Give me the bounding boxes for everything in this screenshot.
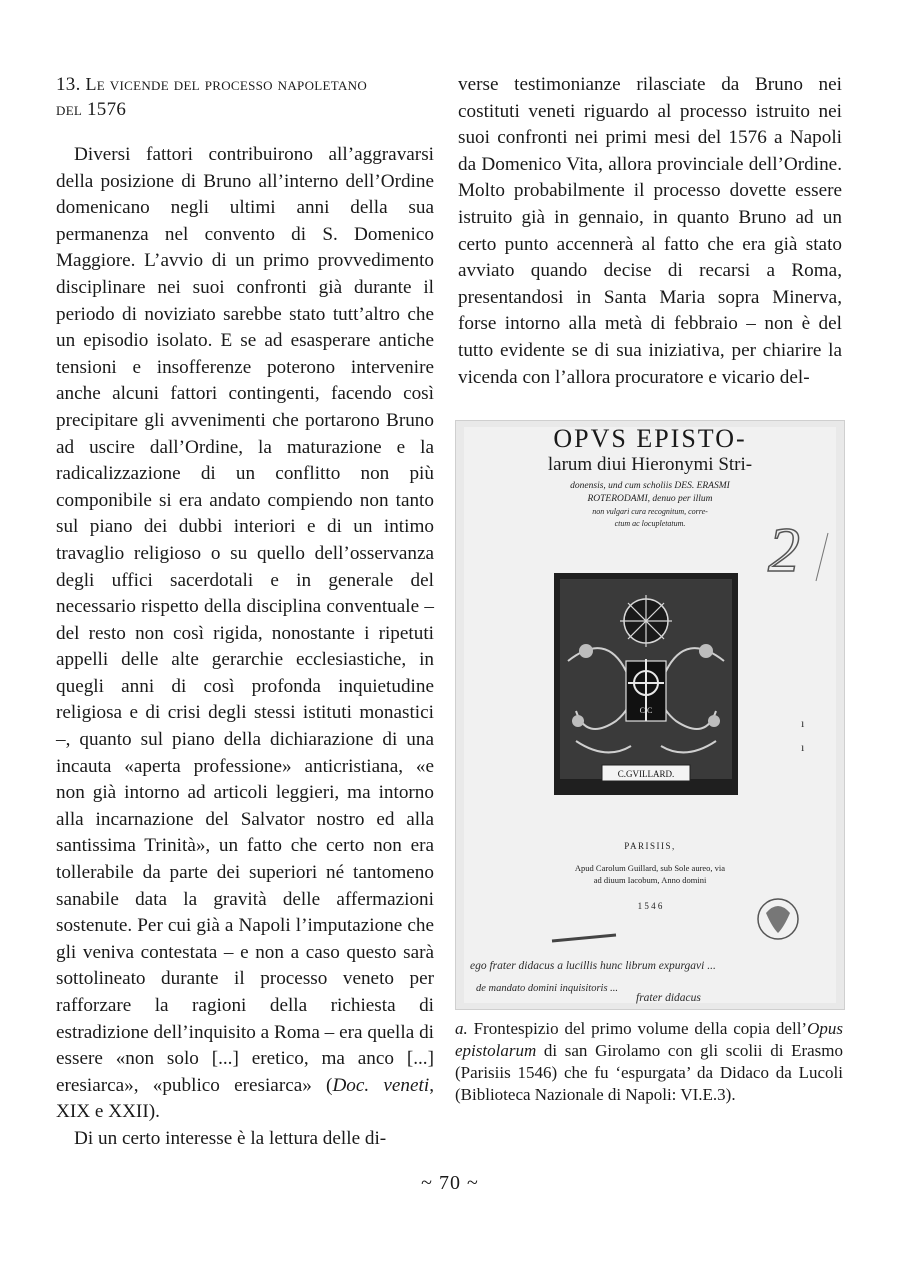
figure-sub-4: ctum ac locupletatum. [614,519,686,528]
section-number: 13. [56,74,81,95]
caption-text-2: di san Girolamo con gli scolii di Erasmo (Parisiis 1546) che fu ‘espurgata’ da Didaco da Lucoli (Biblioteca Nazionale di Napoli: VI.E.3). [455,1041,843,1104]
printers-device [554,573,738,795]
figure-sub-1: donensis, und cum scholiis DES. ERASMI [570,481,730,491]
figure-sub-3: non vulgari cura recognitum, corre- [592,507,708,516]
margin-dot: ı [801,740,805,754]
manuscript-signature: frater didacus [636,992,701,1004]
title-page-image [456,421,844,1009]
body-paragraph: Di un certo interesse è la lettura delle di- [74,1127,387,1149]
manuscript-line-2: de mandato domini inquisitoris ... [476,983,619,994]
caption-text-1: Frontespizio del primo volume della copia dell’ [467,1019,808,1038]
page-number: ~ 70 ~ [421,1172,479,1194]
device-initials: C.C [639,706,653,715]
title-page-figure [455,420,845,1010]
caption-italic-title: Opus epistolarum [455,1019,843,1060]
citation-rest: , XIX e XXII). [56,1074,434,1123]
citation-title: Doc. veneti [332,1074,430,1096]
imprint-line-1: Apud Carolum Guillard, sub Sole aureo, via [574,863,726,873]
imprint-city: PARISIIS, [624,841,676,851]
imprint-line-2: ad diuum Iacobum, Anno domini [593,875,707,885]
caption-letter: a. [455,1019,468,1038]
body-paragraph: verse testimonianze rilasciate da Bruno nei costituti veneti riguardo al processo istruito nei suoi confronti nei primi mesi del 1576 a Napoli da Domenico Vita, allora provinciale dell’Ordine. Molto probabilmente il processo dovette essere istruito già in gennaio, in quanto Bruno ad un certo punto accennerà al fatto che era già stato avviato quando decise di recarsi a Roma, presentandosi in Santa Maria sopra Minerva, forse intorno alla metà di febbraio – non è del tutto evidente se di sua iniziativa, per chiarire la vicenda con l’allora procuratore e vicario del- [458,74,842,388]
section-title-line2: del [56,99,83,119]
section-heading [56,72,434,122]
section-title-line1: Le vicende del processo napoletano [85,74,368,94]
right-column [458,72,842,391]
body-paragraph-text: Diversi fattori contribuirono all’aggravarsi della posizione di Bruno all’interno dell’Ordine domenicano negli ultimi anni della sua permanenza nel convento di S. Domenico Maggiore. L’avvio di un primo provvedimento disciplinare nei suoi confronti già durante il periodo di noviziato sarebbe stato tutt’altro che un episodio isolato. E se ad esasperare antiche tensioni e insofferenze poterono intervenire anche alcuni fattori contingenti, facendo così precipitare gli avvenimenti che portarono Bruno ad uscire dall’Ordine, la maturazione e la radicalizzazione di un conflitto non più componibile si era andato compiendo non tanto sul piano dei dubbi interiori e di un intimo travaglio religioso o su quello dell’osservanza degli uffici sacerdotali e in generale del necessario rispetto della disciplina conventuale – del resto non così rigida, nonostante i ripetuti appelli delle alte gerarchie ecclesiastiche, in quegli anni di così profonda inquietudine religiosa e di crisi degli stessi istituti monastici –, quanto sul piano della dichiarazione di una incauta «aperta professione» anticristiana, «e non già intorno ad articoli leggieri, ma intorno alla incarnazione del Salvator nostro ed alla santissima Trinità», un fatto che certo non era tollerabile da parte dei superiori né tantomeno sanabile data la gravità delle affermazioni sostenute. Per cui già a Napoli l’imputazione che gli veniva contestata – e non a caso questo sarà sottolineato durante il processo veneto per rafforzare la ragioni della richiesta di estradizione dell’inquisito a Roma – era quella di essere «non solo [...] eretico, ma anco [...] eresiarca», «publico eresiarca» ( [56,144,434,1096]
margin-dot: ı [801,716,805,730]
figure-sub-2: ROTERODAMI, denuo per illum [587,494,713,504]
body-paragraph [56,142,434,1126]
manuscript-line-1: ego frater didacus a lucillis hunc librum expurgavi ... [470,960,716,972]
left-column [56,72,434,1153]
device-label: C.GVILLARD. [617,769,675,779]
figure-caption [455,1018,843,1106]
figure-title-1: OPVS EPISTO- [553,424,747,453]
margin-pencil-mark: 2 [768,514,800,585]
figure-title-2: larum diui Hieronymi Stri- [547,454,753,475]
imprint-year: 1 5 4 6 [637,901,663,911]
section-year: 1576 [86,99,127,120]
